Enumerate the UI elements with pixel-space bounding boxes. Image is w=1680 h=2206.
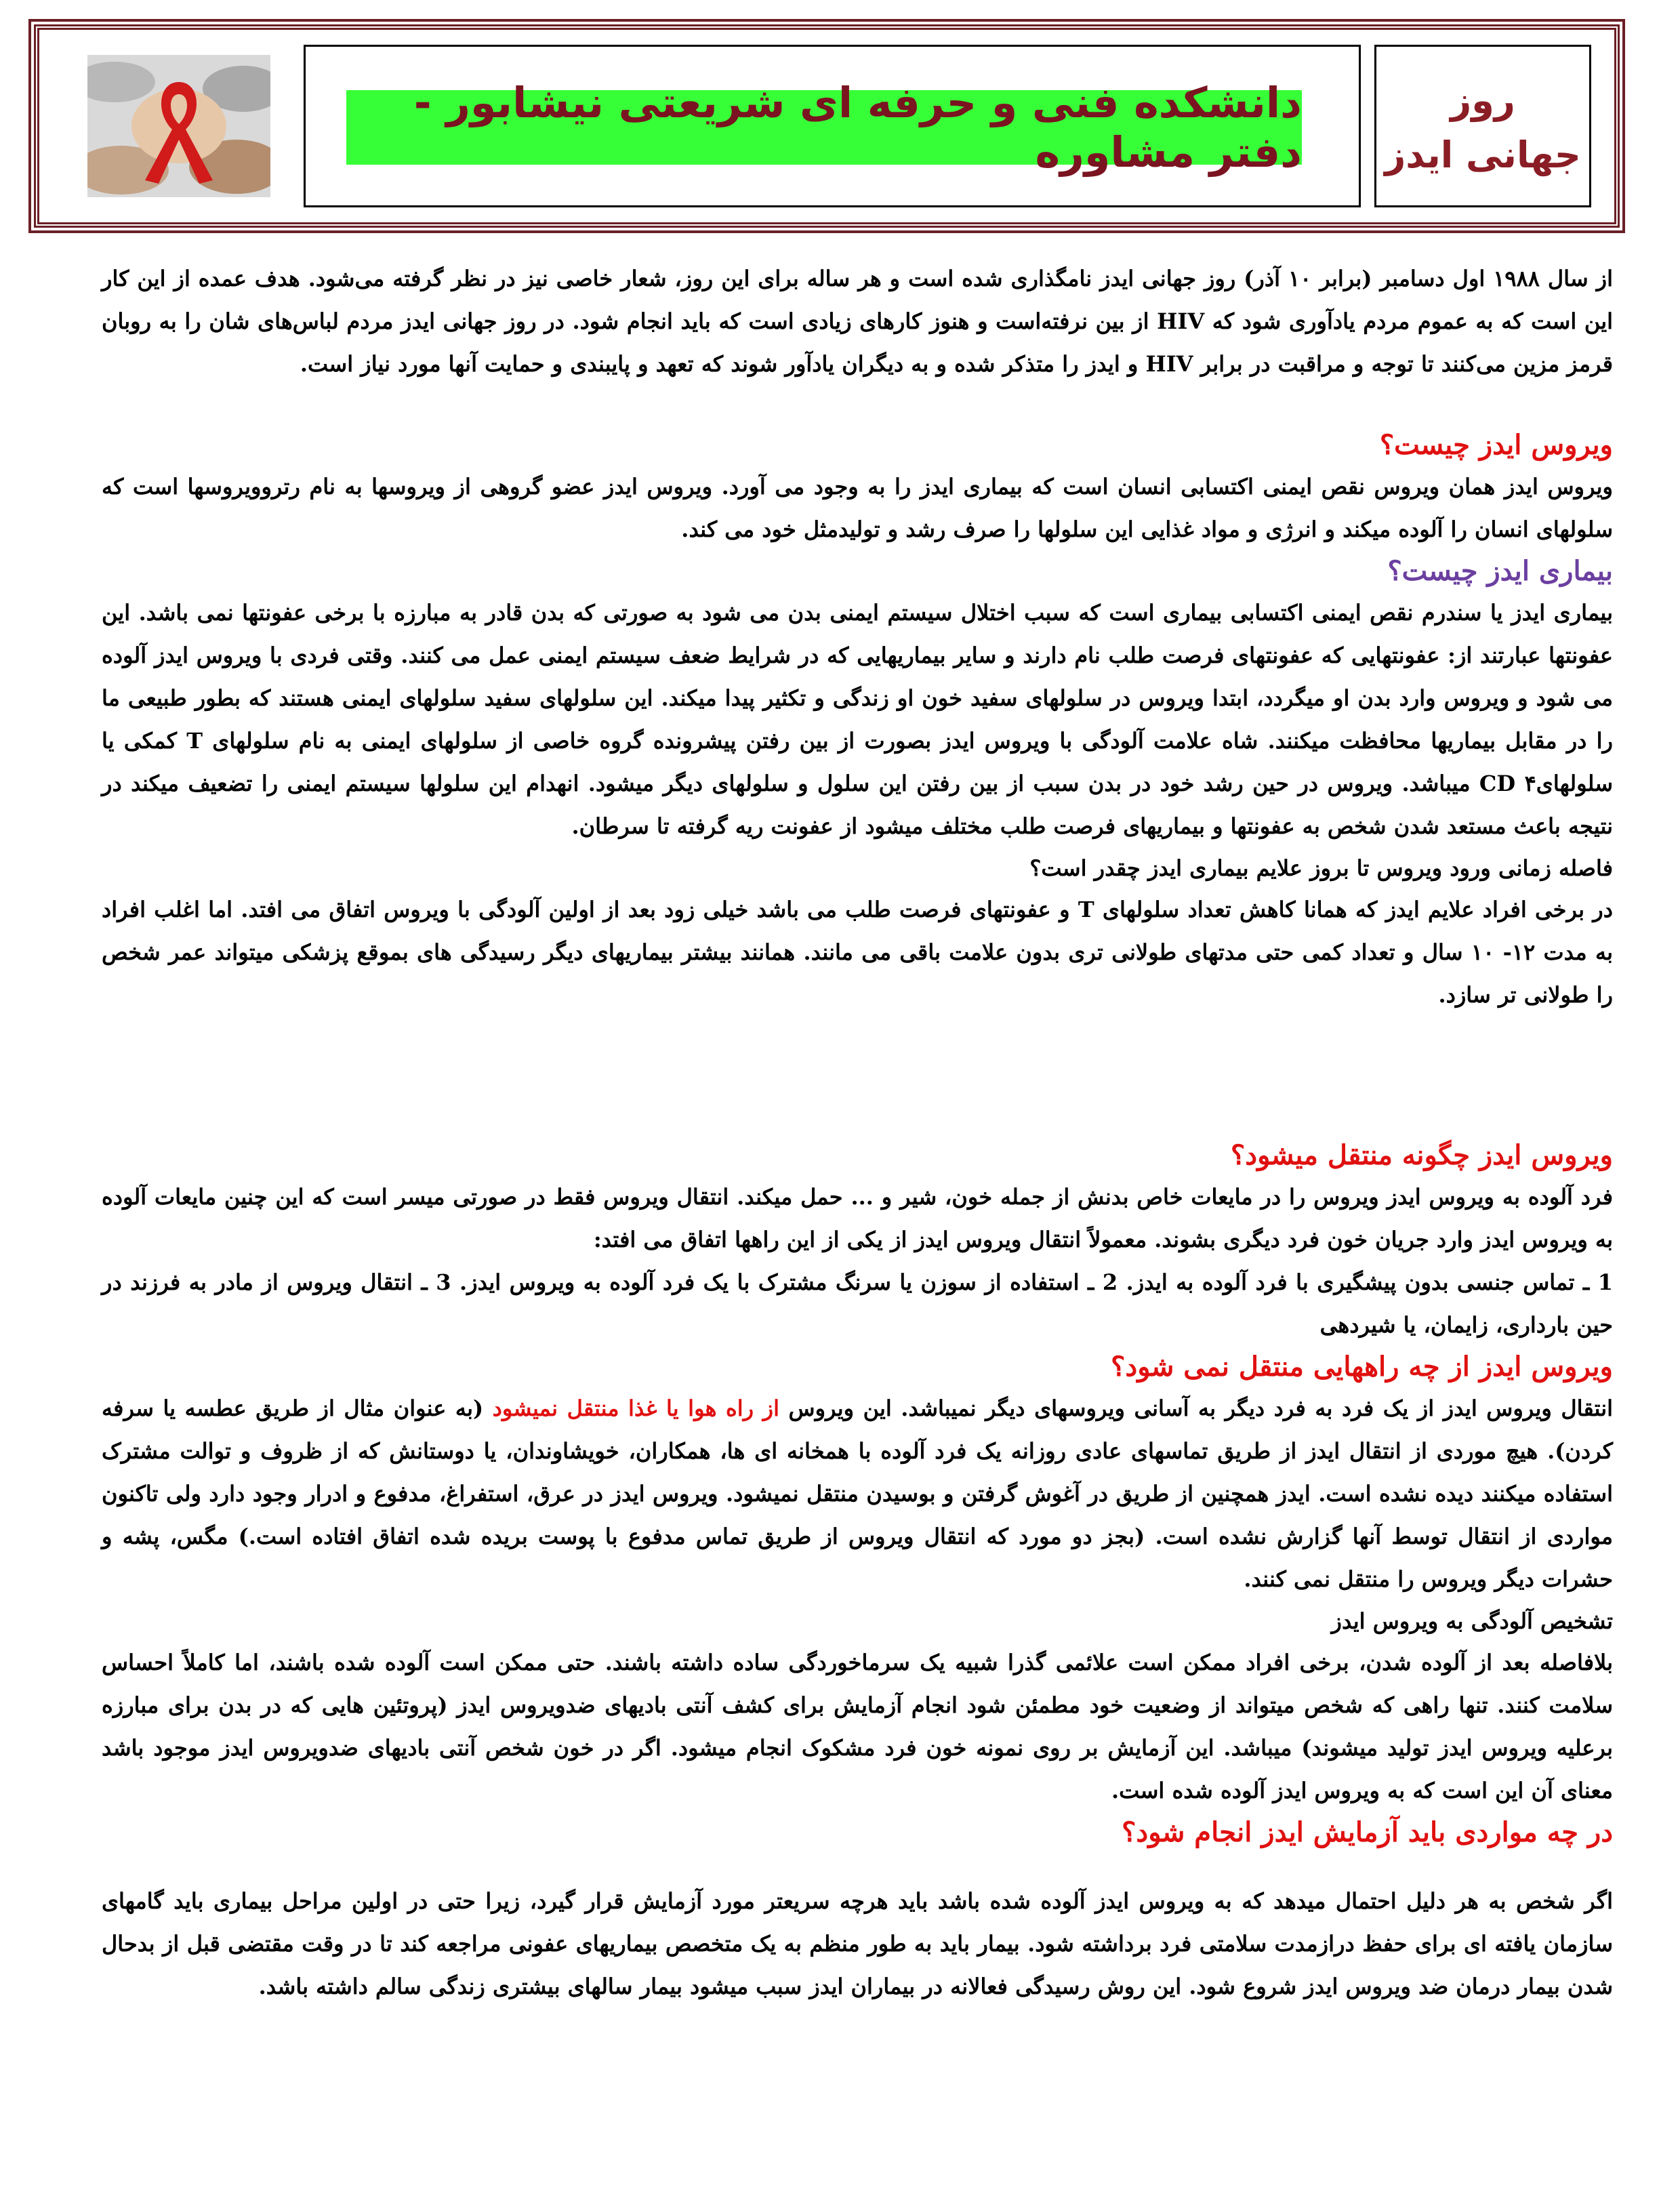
- disease-heading: بیماری ایدز چیست؟: [1387, 555, 1613, 587]
- interval-question: فاصله زمانی ورود ویروس تا بروز علایم بیماری ایدز چقدر است؟: [1029, 855, 1613, 881]
- transmit-paragraph: فرد آلوده به ویروس ایدز ویروس را در مایعات خاص بدنش از جمله خون، شیر و ... حمل میکند. انتقال ویروس فقط در صورتی میسر است که این چنین مایعات آلوده به ویروس ایدز وارد جریان خون فرد دیگری بشوند. معمولاً انتقال ویروس ایدز از یکی از این راهها اتفاق می افتد:: [102, 1184, 1613, 1252]
- red-ribbon-hands-icon: [87, 55, 270, 197]
- transmit-heading: ویروس ایدز چگونه منتقل میشود؟: [1231, 1139, 1613, 1171]
- title-box: [304, 45, 1361, 207]
- diagnosis-heading: تشخیص آلودگی به ویروس ایدز: [1331, 1608, 1613, 1634]
- not-transmit-highlight: از راه هوا یا غذا منتقل نمیشود: [492, 1395, 779, 1421]
- test-paragraph: اگر شخص به هر دلیل احتمال میدهد که به ویروس ایدز آلوده شده باشد باید هرچه سریعتر مورد آزمایش قرار گیرد، زیرا حتی در اولین مراحل بیماری باید گامهای سازمان یافته ای برای حفظ درازمدت سلامتی فرد برداشته شود. بیمار باید به طور منظم به یک متخصص بیماریهای عفونی مراجعه کند تا در وقت مقتضی قبل از بدحال شدن بیمار درمان ضد ویروس ایدز شروع شود. این روش رسیدگی فعالانه در بیماران ایدز سبب میشود بیمار سالهای بیشتری زندگی سالم داشته باشد.: [102, 1888, 1614, 1999]
- header-frame: [34, 24, 1620, 228]
- test-heading: در چه مواردی باید آزمایش ایدز انجام شود؟: [1122, 1816, 1613, 1848]
- not-transmit-text-a: انتقال ویروس ایدز از یک فرد به فرد دیگر به آسانی ویروسهای دیگر نمیباشد. این ویروس: [779, 1395, 1613, 1421]
- day-line1: روز: [1450, 79, 1515, 122]
- world-aids-day-label: [1376, 74, 1589, 182]
- transmit-list: 1 ـ تماس جنسی بدون پیشگیری با فرد آلوده به ایدز. 2 ـ استفاده از سوزن یا سرنگ مشترک با یک فرد آلوده به ویروس ایدز. 3 ـ انتقال ویروس از مادر به فرزند در حین بارداری، زایمان، یا شیردهی: [102, 1269, 1614, 1338]
- virus-paragraph: ویروس ایدز همان ویروس نقص ایمنی اکتسابی انسان است که بیماری ایدز را به وجود می آورد. ویروس ایدز عضو گروهی از ویروسها به نام رتروویروسها است که سلولهای انسان را آلوده میکند و انرژی و مواد غذایی این سلولها را صرف رشد و تولیدمثل خود می کند.: [102, 474, 1613, 542]
- not-transmit-heading: ویروس ایدز از چه راههایی منتقل نمی شود؟: [1111, 1351, 1613, 1383]
- logo-box: [53, 45, 305, 207]
- day-line2: جهانی ایدز: [1385, 134, 1581, 176]
- intro-paragraph: از سال ۱۹۸۸ اول دسامبر (برابر ۱۰ آذر) روز جهانی ایدز نامگذاری شده است و هر ساله برای این روز، شعار خاصی نیز در نظر گرفته می‌شود. هدف عمده از این کار این است که به عموم مردم یادآوری شود که HIV از بین نرفته‌است و هنوز کارهای زیادی است که باید انجام شود. در روز جهانی ایدز مردم لباس‌های شان را به روبان قرمز مزین می‌کنند تا توجه و مراقبت در برابر HIV و ایدز را متذکر شده و به دیگران یادآور شوند که تعهد و پایبندی و حمایت آنها مورد نیاز است.: [102, 266, 1614, 377]
- day-box: [1374, 45, 1591, 207]
- not-transmit-text-b: (به عنوان مثال از طریق عطسه یا سرفه کردن). هیچ موردی از انتقال ایدز از طریق تماسهای عادی روزانه یک فرد آلوده با همخانه ای ها، همکاران، خویشاوندان، یا دوستانش که از ظروف و توالت مشترک استفاده میکنند دیده نشده است. ایدز همچنین از طریق در آغوش گرفتن و بوسیدن منتقل نمیشود. ویروس ایدز در عرق، استفراغ، مدفوع و ادرار وجود دارد ولی تاکنون مواردی از انتقال توسط آنها گزارش نشده است. (بجز دو مورد که انتقال ویروس از طریق تماس مدفوع با پوست بریده شده اتفاق افتاده است.) مگس، پشه و حشرات دیگر ویروس را منتقل نمی کنند.: [102, 1395, 1614, 1592]
- virus-heading: ویروس ایدز چیست؟: [1379, 429, 1613, 461]
- diagnosis-paragraph: بلافاصله بعد از آلوده شدن، برخی افراد ممکن است علائمی گذرا شبیه یک سرماخوردگی ساده داشته باشند. حتی ممکن است آلوده شده باشند، اما کاملاً احساس سلامت کنند. تنها راهی که شخص میتواند از وضعیت خود مطمئن شود انجام آزمایش برای کشف آنتی بادیهای ضدویروس ایدز (پروتئین هایی که در بدن برای مبارزه برعلیه ویروس ایدز تولید میشوند) میباشد. این آزمایش بر روی نمونه خون فرد مشکوک انجام میشود. اگر در خون شخص آنتی بادیهای ضدویروس ایدز موجود باشد معنای آن این است که به ویروس ایدز آلوده شده است.: [102, 1650, 1614, 1803]
- not-transmit-paragraph: [102, 1387, 1613, 1601]
- article-body: [102, 258, 1613, 2008]
- disease-paragraph: بیماری ایدز یا سندرم نقص ایمنی اکتسابی بیماری است که سبب اختلال سیستم ایمنی بدن می شود به صورتی که بدن قادر به مبارزه با برخی عفونتها نمی باشد. این عفونتها عبارتند از: عفونتهایی که عفونتهای فرصت طلب نام دارند و سایر بیماریهایی که در شرایط ضعف سیستم ایمنی عمل می کنند. وقتی فردی با ویروس ایدز آلوده می شود و ویروس وارد بدن او میگردد، ابتدا ویروس در سلولهای سفید خون او زندگی و تکثیر پیدا میکند. این سلولهای سفید سلولهای ایمنی هستند که بطور طبیعی ما را در مقابل بیماریها محافظت میکنند. شاه علامت آلودگی با ویروس ایدز بصورت از بین رفتن پیشرونده گروه خاصی از سلولهای ایمنی به نام سلولهای T کمکی یا سلولهایCD ۴ میباشد. ویروس در حین رشد خود در بدن سبب از بین رفتن این سلول و سلولهای دیگر میشود. انهدام این سلولها سیستم ایمنی را تضعیف میکند در نتیجه باعث مستعد شدن شخص به عفونتها و بیماریهای فرصت طلب مختلف میشود از عفونت ریه گرفته تا سرطان.: [102, 600, 1614, 839]
- interval-paragraph: در برخی افراد علایم ایدز که همانا کاهش تعداد سلولهای T و عفونتهای فرصت طلب می باشد خیلی زود بعد از اولین آلودگی با ویروس اتفاق می افتد. اما اغلب افراد به مدت ۱۲- ۱۰ سال و تعداد کمی حتی مدتهای طولانی تری بدون علامت باقی می مانند. همانند بیشتر بیماریهای دیگر رسیدگی های بموقع پزشکی میتواند عمر شخص را طولانی تر سازد.: [102, 897, 1614, 1008]
- page-title: دانشکده فنی و حرفه ای شریعتی نیشابور - دفتر مشاوره: [346, 90, 1302, 165]
